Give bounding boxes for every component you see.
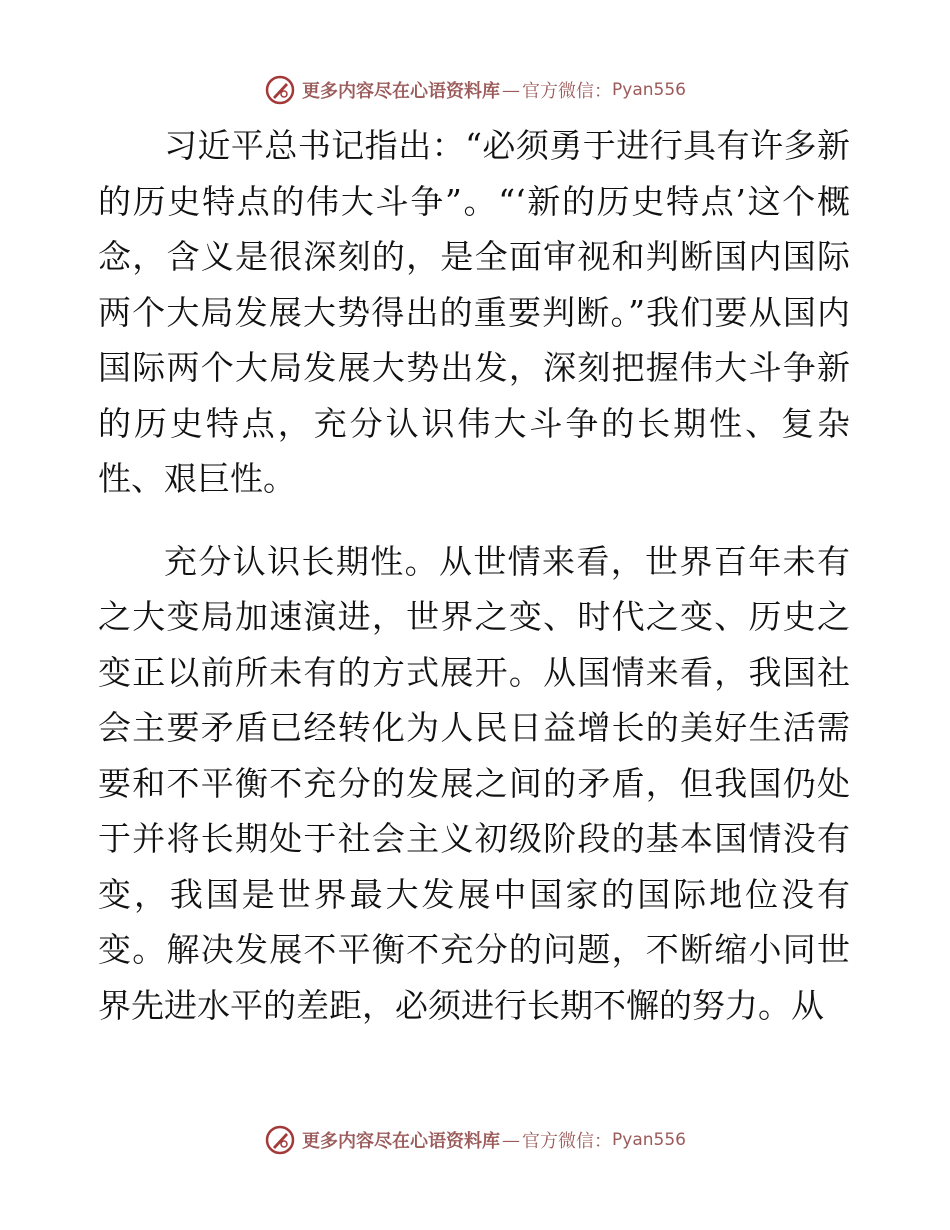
- paragraph-2: 充分认识长期性。从世情来看，世界百年未有之大变局加速演进，世界之变、时代之变、历史之变正以前所未有的方式展开。从国情来看，我国社会主要矛盾已经转化为人民日益增长的美好生活需要和不平衡不充分的发展之间的矛盾，但我国仍处于并将长期处于社会主义初级阶段的基本国情没有变，我国是世界最大发展中国家的国际地位没有变。解决发展不平衡不充分的问题，不断缩小同世界先进水平的差距，必须进行长期不懈的努力。从: [98, 541, 850, 1025]
- banner-brand-text: 更多内容尽在心语资料库: [302, 81, 501, 102]
- banner-wechat-label: 官方微信：: [522, 81, 613, 102]
- banner-wechat-label: 官方微信：: [522, 1131, 613, 1152]
- footer-banner: [0, 1120, 950, 1160]
- quill-pen-logo-icon: [264, 1124, 296, 1156]
- banner-brand-text: 更多内容尽在心语资料库: [302, 1131, 501, 1152]
- banner-dash: —: [502, 79, 521, 101]
- paragraph-1: 习近平总书记指出：“必须勇于进行具有许多新的历史特点的伟大斗争”。“‘新的历史特点’这个概念，含义是很深刻的，是全面审视和判断国内国际两个大局发展大势得出的重要判断。”我们要从国内国际两个大局发展大势出发，深刻把握伟大斗争新的历史特点，充分认识伟大斗争的长期性、复杂性、艰巨性。: [98, 126, 850, 498]
- header-banner: [0, 70, 950, 110]
- banner-dash: —: [502, 1129, 521, 1151]
- banner-wechat-id: Pyan556: [612, 80, 686, 100]
- banner-wechat-id: Pyan556: [612, 1130, 686, 1150]
- quill-pen-logo-icon: [264, 74, 296, 106]
- document-body: [98, 118, 850, 1033]
